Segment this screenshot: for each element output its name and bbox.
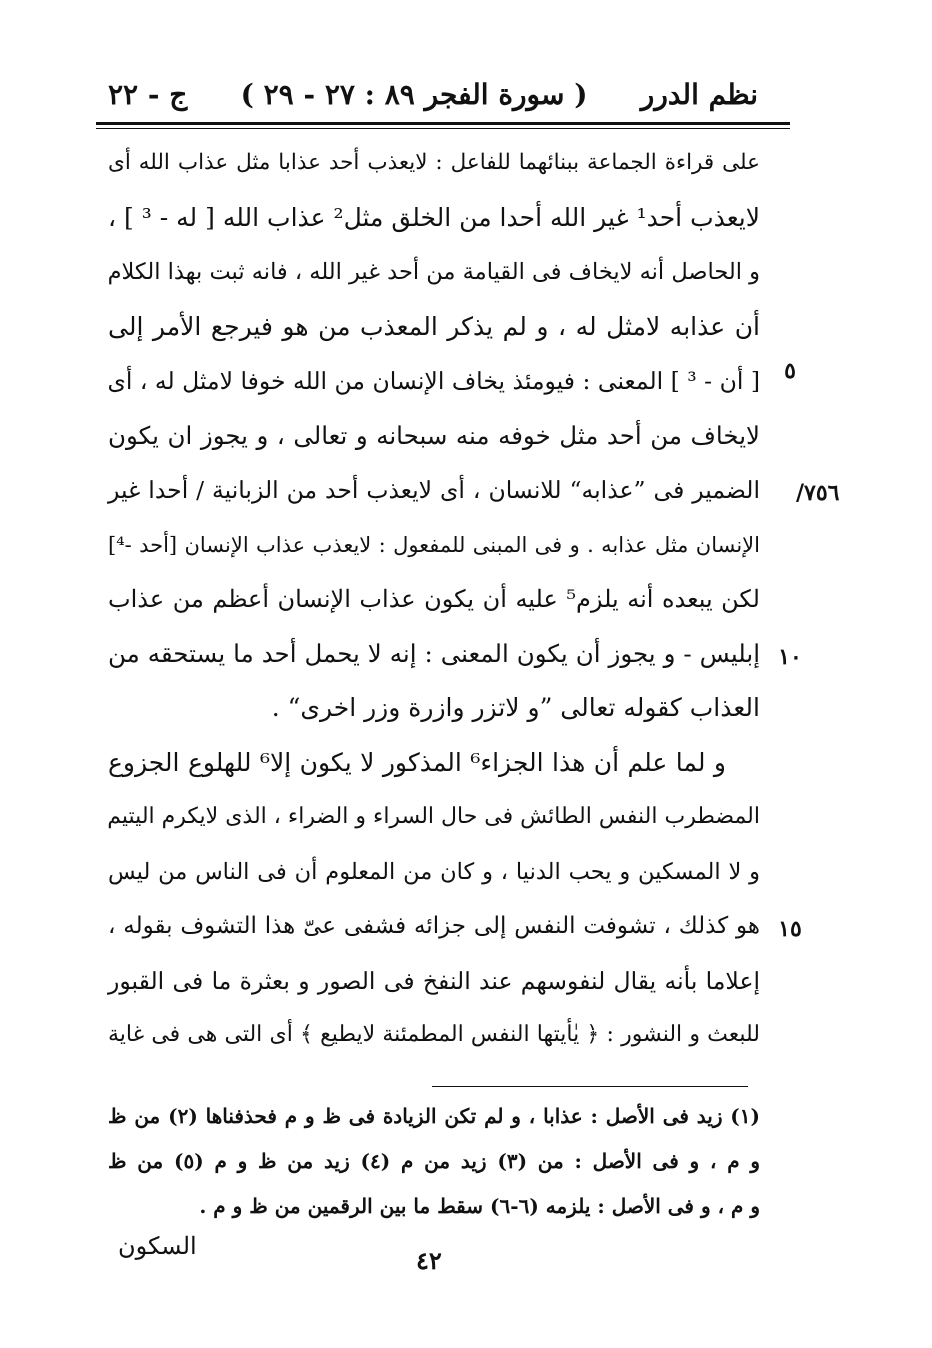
page-number: ٤٢ <box>416 1246 442 1275</box>
margin-page-reference: /٧٥٦ <box>796 480 840 506</box>
text-line: و الحاصل أنه لايخاف فى القيامة من أحد غير الله ، فانه ثبت بهذا الكلام <box>107 259 760 285</box>
footnotes <box>108 1094 760 1229</box>
text-line: الإنسان مثل عذابه . و فى المبنى للمفعول : لايعذب عذاب الإنسان [أحد -⁴] <box>108 532 760 557</box>
text-line: إعلاما بأنه يقال لنفوسهم عند النفخ فى الصور و بعثرة ما فى القبور <box>108 966 760 995</box>
book-title: نظم الدرر <box>640 77 758 111</box>
line-number-10: ١٠ <box>778 644 802 670</box>
running-header <box>108 70 758 118</box>
volume-number: ج - ٢٢ <box>108 77 188 111</box>
line-number-5: ٥ <box>784 358 796 384</box>
line-number-15: ١٥ <box>778 916 802 942</box>
text-line: للبعث و النشور : ﴿ يٰأيتها النفس المطمئنة لايطيع ﴾ أى التى هى فى غاية <box>108 1022 760 1047</box>
header-rule-thick <box>96 122 790 125</box>
text-line: الضمير فى ”عذابه“ للانسان ، أى لايعذب أحد من الزبانية / أحدا غير <box>108 476 760 504</box>
catchword: السكون <box>118 1232 197 1260</box>
text-line: على قراءة الجماعة ببنائهما للفاعل : لايعذب أحد عذابا مثل عذاب الله أى <box>108 150 760 175</box>
text-line: إبليس - و يجوز أن يكون المعنى : إنه لا يحمل أحد ما يستحقه من <box>108 638 760 668</box>
text-line: لكن يبعده أنه يلزم⁵ عليه أن يكون عذاب الإنسان أعظم من عذاب <box>108 585 760 613</box>
footnote-separator <box>432 1086 748 1087</box>
footnote-line: و م ، و فى الأصل : يلزمه (٦-٦) سقط ما بين الرقمين من ظ و م . <box>199 1194 760 1218</box>
surah-reference: ( سورة الفجر ٨٩ : ٢٧ - ٢٩ ) <box>240 77 588 111</box>
main-text <box>108 136 760 1063</box>
footnote-line: (١) زيد فى الأصل : عذابا ، و لم تكن الزيادة فى ظ و م فحذفناها (٢) من ظ <box>108 1104 760 1128</box>
text-line: و لما علم أن هذا الجزاء⁶ المذكور لا يكون إلا⁶ للهلوع الجزوع <box>108 747 726 777</box>
text-line: و لا المسكين و يحب الدنيا ، و كان من المعلوم أن فى الناس من ليس <box>108 858 760 885</box>
text-line: هو كذلك ، تشوفت النفس إلى جزائه فشفى عىّ هذا التشوف بقوله ، <box>108 913 760 939</box>
text-line: أن عذابه لامثل له ، و لم يذكر المعذب من هو فيرجع الأمر إلى <box>108 311 760 341</box>
text-line: العذاب كقوله تعالى ”و لاتزر وازرة وزر اخرى“ . <box>271 693 760 722</box>
header-rule-thin <box>96 128 790 129</box>
text-line: [ أن - ³ ] المعنى : فيومئذ يخاف الإنسان من الله خوفا لامثل له ، أى <box>107 367 760 395</box>
text-line: لايخاف من أحد مثل خوفه منه سبحانه و تعالى ، و يجوز ان يكون <box>108 420 760 450</box>
footnote-line: و م ، و فى الأصل : من (٣) زيد من م (٤) زيد من ظ و م (٥) من ظ <box>108 1149 761 1173</box>
text-line: لايعذب أحد¹ غير الله أحدا من الخلق مثل² عذاب الله [ له - ³ ] ، <box>108 202 761 232</box>
text-line: المضطرب النفس الطائش فى حال السراء و الضراء ، الذى لايكرم اليتيم <box>107 804 760 829</box>
